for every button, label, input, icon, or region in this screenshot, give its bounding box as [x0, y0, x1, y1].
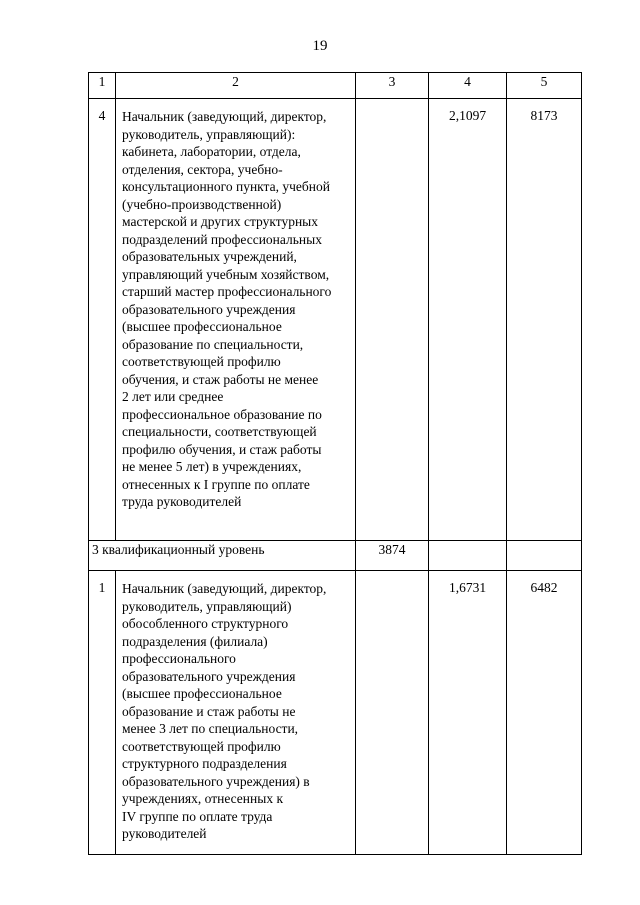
description-line: профессиональное образование по — [122, 406, 322, 422]
description-line: профилю обучения, и стаж работы — [122, 441, 322, 457]
tariff-table — [88, 72, 582, 855]
description-line: менее 3 лет по специальности, — [122, 721, 299, 736]
qualification-level-row — [89, 541, 582, 571]
table-row — [89, 571, 582, 855]
header-cell: 5 — [507, 73, 582, 99]
position-description — [116, 99, 356, 541]
description-line: обучения, и стаж работы не менее — [122, 371, 319, 387]
description-line: управляющий учебным хозяйством, — [122, 266, 330, 282]
table-header-row — [89, 73, 582, 99]
header-cell: 2 — [116, 73, 356, 99]
row-number: 4 — [89, 99, 116, 541]
coefficient-cell: 2,1097 — [429, 99, 507, 541]
description-line: образовательных учреждений, — [122, 249, 297, 264]
description-line: отнесенных к I группе по оплате — [122, 476, 310, 492]
description-line: кабинета, лаборатории, отдела, — [122, 144, 301, 159]
table-row — [89, 99, 582, 541]
amount-cell: 8173 — [507, 99, 582, 541]
description-line: образование и стаж работы не — [122, 703, 296, 719]
header-cell: 4 — [429, 73, 507, 99]
description-line: Начальник (заведующий, директор, — [122, 109, 327, 124]
page-number: 19 — [312, 38, 328, 54]
base-salary-cell: 3874 — [356, 541, 429, 571]
description-line: труда руководителей — [122, 494, 242, 509]
header-cell: 1 — [89, 73, 116, 99]
description-line: руководитель, управляющий): — [122, 126, 296, 142]
description-line: подразделений профессиональных — [122, 231, 322, 247]
empty-cell — [429, 541, 507, 571]
description-line: образовательного учреждения) в — [122, 773, 310, 789]
salary-cell — [356, 571, 429, 855]
header-cell: 3 — [356, 73, 429, 99]
description-line: не менее 5 лет) в учреждениях, — [122, 459, 302, 474]
description-line: профессионального — [122, 651, 236, 666]
description-line: 2 лет или среднее — [122, 389, 224, 404]
description-line: отделения, сектора, учебно- — [122, 161, 283, 177]
description-line: (высшее профессиональное — [122, 686, 282, 701]
coefficient-cell: 1,6731 — [429, 571, 507, 855]
description-line: (учебно-производственной) — [122, 196, 282, 212]
amount-cell: 6482 — [507, 571, 582, 855]
description-line: образовательного учреждения — [122, 668, 296, 684]
description-line: соответствующей профилю — [122, 354, 281, 369]
description-line: подразделения (филиала) — [122, 633, 268, 649]
description-line: образовательного учреждения — [122, 301, 296, 317]
description-line: обособленного структурного — [122, 616, 289, 631]
description-line: консультационного пункта, учебной — [122, 179, 330, 194]
description-line: мастерской и других структурных — [122, 214, 318, 229]
description-line: руководитель, управляющий) — [122, 598, 292, 614]
description-line: структурного подразделения — [122, 756, 287, 771]
description-line: (высшее профессиональное — [122, 319, 282, 334]
description-line: учреждениях, отнесенных к — [122, 791, 284, 806]
qualification-level-label: 3 квалификационный уровень — [89, 541, 356, 571]
row-number: 1 — [89, 571, 116, 855]
description-line: образование по специальности, — [122, 336, 304, 352]
empty-cell — [507, 541, 582, 571]
description-line: соответствующей профилю — [122, 738, 281, 754]
description-line: старший мастер профессионального — [122, 284, 332, 299]
description-line: IV группе по оплате труда — [122, 808, 273, 824]
description-line: Начальник (заведующий, директор, — [122, 581, 327, 596]
position-description — [116, 571, 356, 855]
salary-cell — [356, 99, 429, 541]
description-line: специальности, соответствующей — [122, 424, 317, 439]
description-line: руководителей — [122, 826, 207, 841]
